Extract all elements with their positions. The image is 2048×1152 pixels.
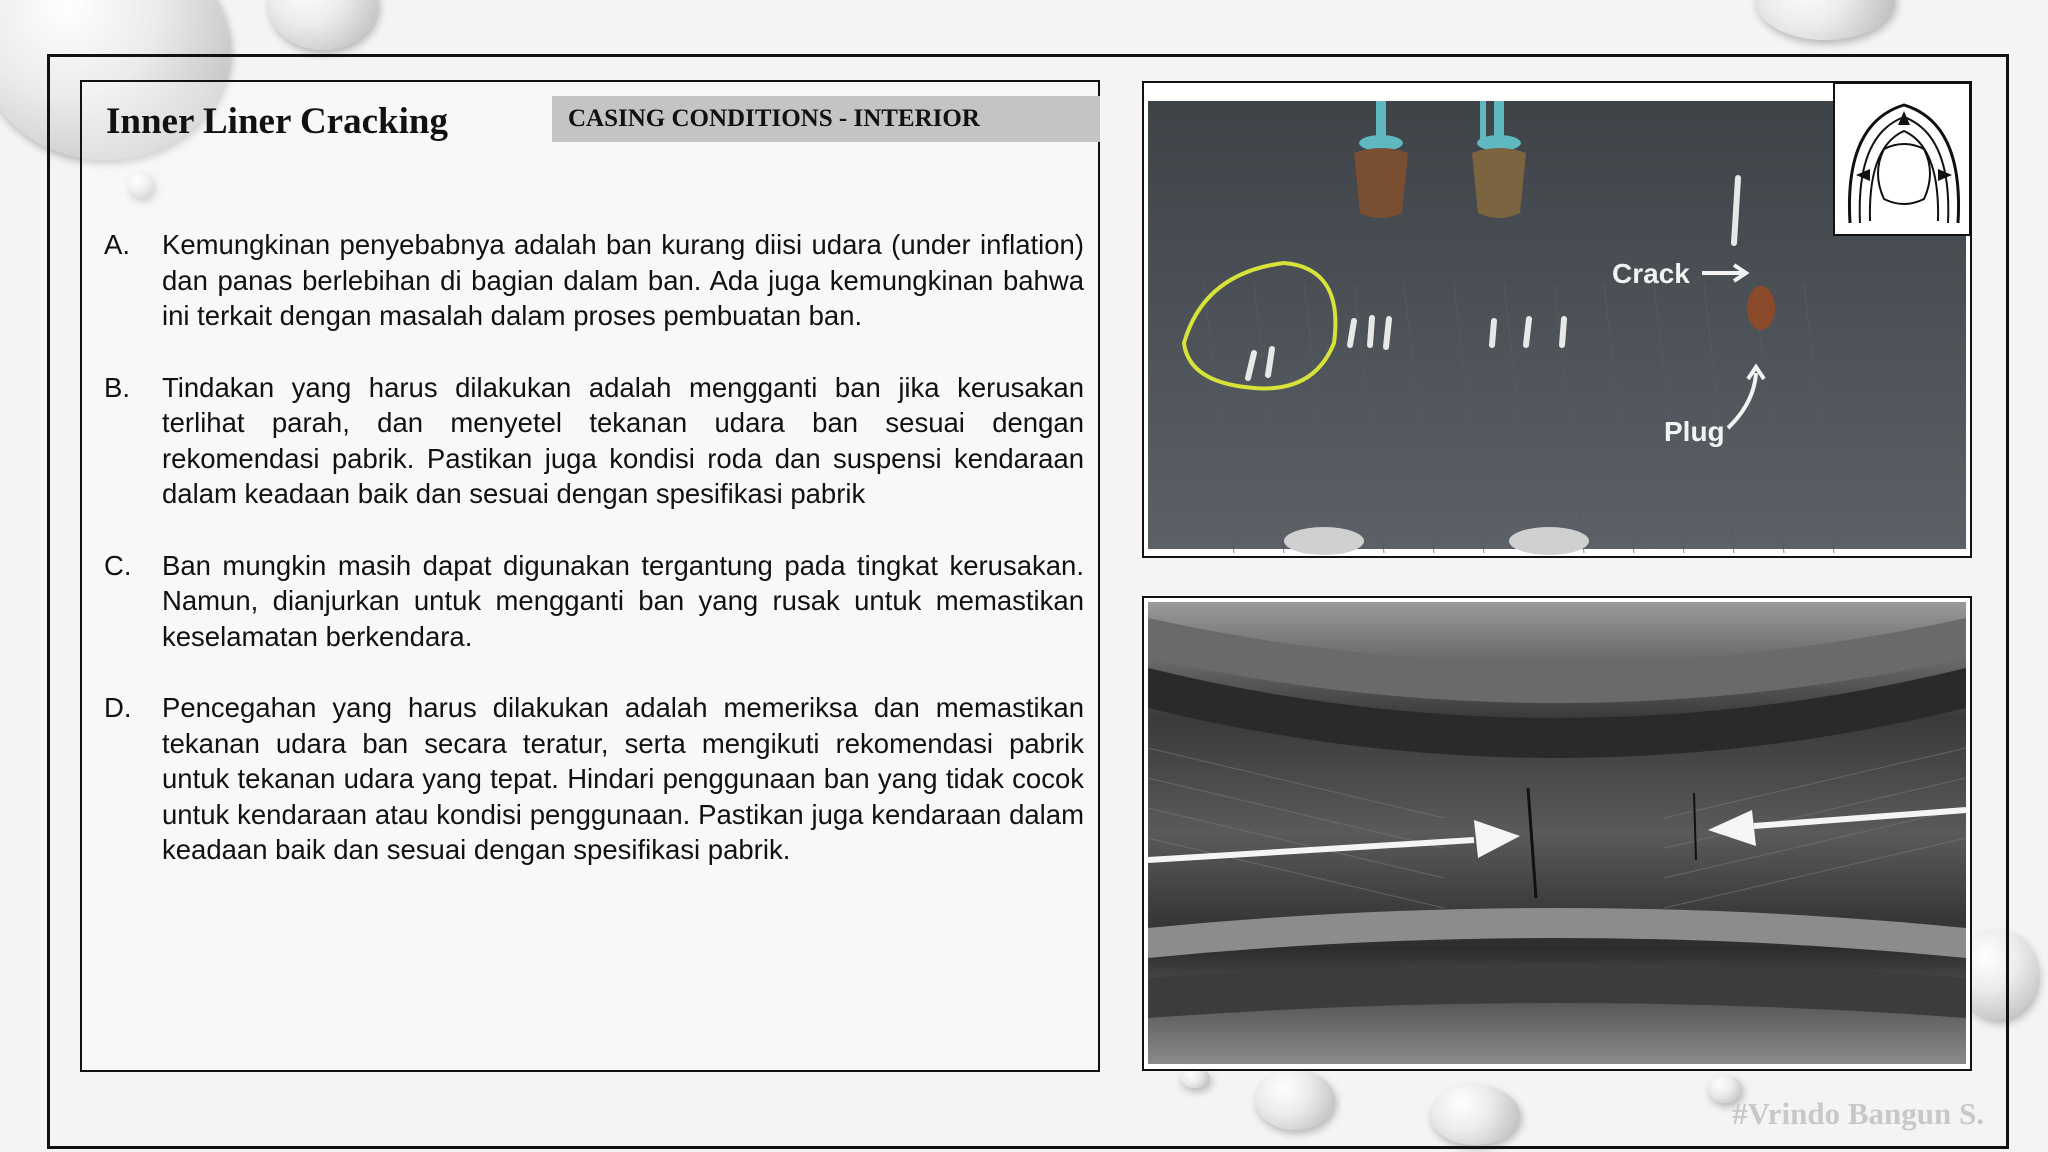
water-droplet	[1755, 0, 1895, 40]
item-letter: C.	[104, 549, 132, 581]
item-letter: A.	[104, 229, 130, 260]
list-item	[104, 548, 1084, 655]
water-droplet	[268, 0, 378, 50]
liner-crack-closeup-photo	[1142, 596, 1972, 1071]
crack-label: Crack	[1612, 258, 1690, 289]
item-text: Ban mungkin masih dapat digunakan tergantung pada tingkat kerusakan. Namun, dianjurkan untuk mengganti ban yang rusak untuk memastikan keselamatan berkendara.	[162, 549, 1084, 652]
plug-label: Plug	[1664, 416, 1725, 447]
section-tag: CASING CONDITIONS - INTERIOR	[552, 96, 1100, 142]
list-item	[104, 227, 1084, 334]
slide-title: Inner Liner Cracking	[106, 101, 448, 142]
list-item	[104, 690, 1084, 868]
item-text: Tindakan yang harus dilakukan adalah mengganti ban jika kerusakan terlihat parah, dan menyetel tekanan udara ban sesuai dengan rekomendasi pabrik. Pastikan juga kondisi roda dan suspensi kendaraan dalam keadaan baik dan sesuai dengan spesifikasi pabrik	[162, 371, 1084, 509]
list-item	[104, 370, 1084, 512]
item-text: Pencegahan yang harus dilakukan adalah memeriksa dan memastikan tekanan udara ban secara teratur, serta mengikuti rekomendasi pabrik untuk tekanan udara yang tepat. Hindari penggunaan ban yang tidak cocok untuk kendaraan atau kondisi penggunaan. Pastikan juga kendaraan dalam keadaan baik dan sesuai dengan spesifikasi pabrik.	[162, 692, 1084, 865]
text-panel	[80, 80, 1100, 1072]
item-text: Kemungkinan penyebabnya adalah ban kurang diisi udara (under inflation) dan panas berlebihan di bagian dalam ban. Ada juga kemungkinan bahwa ini terkait dengan masalah dalam proses pembuatan ban.	[162, 229, 1084, 331]
item-list	[104, 227, 1084, 904]
tire-cross-section-icon	[1834, 83, 1970, 235]
item-letter: D.	[104, 692, 132, 723]
item-letter: B.	[104, 371, 130, 403]
tire-interior-photo	[1142, 81, 1972, 558]
author-watermark: #Vrindo Bangun S.	[1732, 1096, 1984, 1131]
